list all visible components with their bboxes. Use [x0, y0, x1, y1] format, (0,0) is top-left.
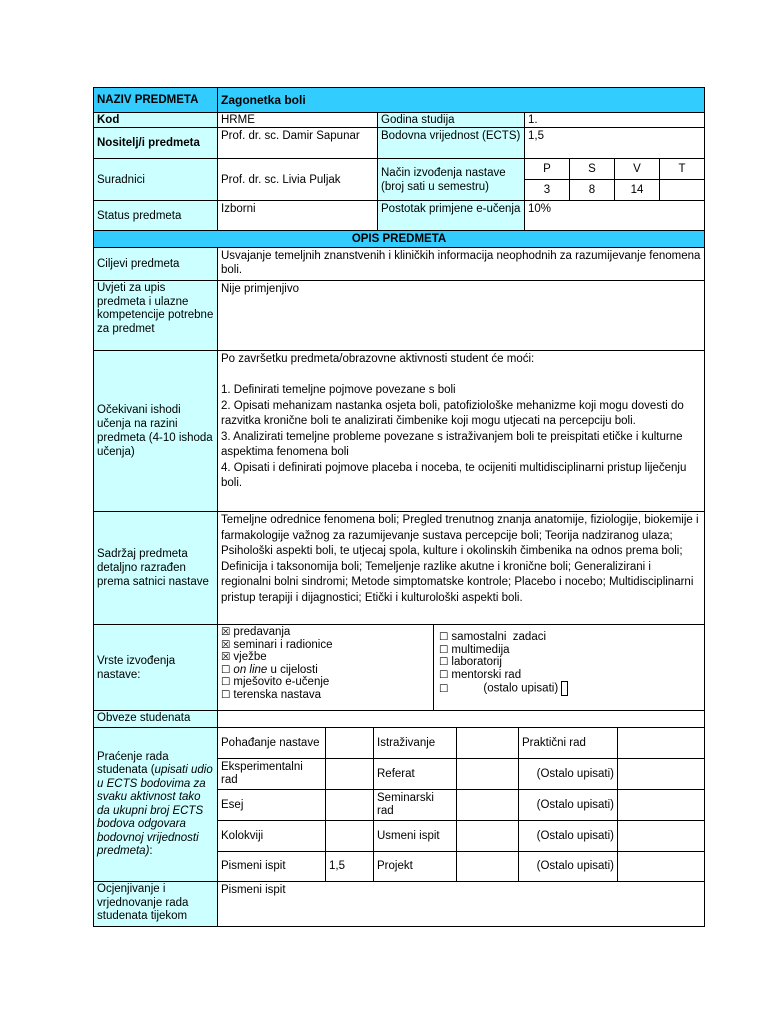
hours-header-v: V: [614, 159, 659, 179]
unchecked-box-icon[interactable]: ☐: [221, 663, 231, 676]
hours-header-s: S: [569, 159, 614, 179]
obligations-label: Obveze studenata: [94, 711, 217, 727]
lecturer-label: Nositelj/i predmeta: [94, 128, 217, 158]
prerequisites-row: [94, 280, 704, 350]
teaching-mode-label: Način izvođenja nastave (broj sati u semestru): [377, 159, 524, 200]
unchecked-box-icon[interactable]: ☐: [439, 668, 449, 681]
option-mentoring[interactable]: ☐ mentorski rad: [439, 668, 522, 681]
obligations-value: [217, 711, 704, 727]
tracking-row: [94, 727, 704, 881]
obligations-row: [94, 710, 704, 727]
elearning-value: 10%: [524, 201, 704, 230]
tracking-grid-row: Kolokviji Usmeni ispit (Ostalo upisati): [218, 820, 704, 851]
course-name-value: Zagonetka boli: [217, 88, 704, 112]
option-multimedia[interactable]: ☐ multimedija: [439, 643, 510, 656]
goals-value: Usvajanje temeljnih znanstvenih i kliničkih informacija neophodnih za razumijevanje fenomena boli.: [217, 248, 704, 280]
content-label: Sadržaj predmeta detaljno razrađen prema satnici nastave: [94, 512, 217, 624]
teaching-types-options: [217, 625, 704, 710]
teaching-types-row: [94, 624, 704, 710]
elearning-label: Postotak primjene e-učenja: [377, 201, 524, 230]
hours-value-t: [659, 180, 704, 200]
grading-label: Ocjenjivanje i vrjednovanje rada studenata tijekom: [94, 882, 217, 926]
lecturer-value: Prof. dr. sc. Damir Sapunar: [217, 128, 377, 158]
associates-value: Prof. dr. sc. Livia Puljak: [217, 159, 377, 200]
ects-value: 1,5: [524, 128, 704, 158]
hours-table: [524, 159, 704, 200]
hours-value-s: 8: [569, 180, 614, 200]
code-row: [94, 112, 704, 127]
associates-row: [94, 158, 704, 200]
tracking-grid-row: Pismeni ispit 1,5 Projekt (Ostalo upisati): [218, 851, 704, 881]
hours-value-v: 14: [614, 180, 659, 200]
goals-label: Ciljevi predmeta: [94, 248, 217, 280]
status-value: Izborni: [217, 201, 377, 230]
prerequisites-label: Uvjeti za upis predmeta i ulazne kompetencije potrebne za predmet: [94, 281, 217, 350]
option-field[interactable]: ☐ terenska nastava: [221, 688, 322, 701]
outcomes-label: Očekivani ishodi učenja na razini predmeta (4-10 ishoda učenja): [94, 351, 217, 511]
option-seminars[interactable]: ☒ seminari i radionice: [221, 638, 333, 651]
content-row: [94, 511, 704, 624]
associates-label: Suradnici: [94, 159, 217, 200]
description-title: OPIS PREDMETA: [94, 231, 704, 247]
code-label: Kod: [94, 113, 217, 127]
outcomes-value: Po završetku predmeta/obrazovne aktivnosti student će moći: 1. Definirati temeljne pojmove povezane s boli 2. Opisati mehanizam nastanka osjeta boli, patofiziološke mehanizme koji mogu dovesti do razvitka kronične boli te analizirati čimbenike koji mogu utjecati na percepciju boli. 3. Analizirati temeljne probleme povezane s istraživanjem boli te preispitati etičke i kulturne aspektima fenomena boli 4. Opisati i definirati pojmove placeba i noceba, te ocijeniti multidisciplinarni pristup liječenju boli.: [217, 351, 704, 511]
tracking-label: Praćenje rada studenata (upisati udio u ECTS bodovima za svaku aktivnost tako da ukupni broj ECTS bodova odgovara bodovnoj vrijednosti predmeta):: [94, 728, 217, 881]
status-row: [94, 200, 704, 230]
text-cursor-icon: [561, 681, 568, 696]
outcomes-row: [94, 350, 704, 511]
ects-label: Bodovna vrijednost (ECTS): [377, 128, 524, 158]
option-laboratory[interactable]: ☐ laboratorij: [439, 656, 502, 668]
option-blended[interactable]: ☐ mješovito e-učenje: [221, 676, 330, 688]
hours-header-t: T: [659, 159, 704, 179]
tracking-grid: [217, 728, 704, 881]
grading-value: Pismeni ispit: [217, 882, 704, 926]
option-independent[interactable]: ☐ samostalni zadaci: [439, 631, 547, 643]
study-year-value: 1.: [524, 113, 704, 127]
status-label: Status predmeta: [94, 201, 217, 230]
unchecked-box-icon[interactable]: ☐: [439, 631, 449, 643]
unchecked-box-icon[interactable]: ☐: [221, 676, 231, 688]
description-title-row: [94, 230, 704, 247]
teaching-types-label: Vrste izvođenja nastave:: [94, 625, 217, 710]
study-year-label: Godina studija: [377, 113, 524, 127]
goals-row: [94, 247, 704, 280]
option-other[interactable]: ☐ (ostalo upisati): [439, 681, 701, 696]
option-online[interactable]: ☐ on line u cijelosti: [221, 663, 318, 676]
checked-box-icon[interactable]: ☒: [221, 638, 231, 651]
teaching-types-left: [218, 625, 434, 710]
tracking-grid-row: Esej Seminarski rad (Ostalo upisati): [218, 789, 704, 820]
code-value: HRME: [217, 113, 377, 127]
grading-row: [94, 881, 704, 926]
unchecked-box-icon[interactable]: ☐: [439, 643, 449, 656]
checked-box-icon[interactable]: ☒: [221, 651, 231, 663]
unchecked-box-icon[interactable]: ☐: [221, 688, 231, 701]
course-name-label: NAZIV PREDMETA: [94, 88, 217, 112]
tracking-grid-row: Eksperimentalni rad Referat (Ostalo upisati): [218, 758, 704, 789]
unchecked-box-icon[interactable]: ☐: [439, 656, 449, 668]
hours-value-p: 3: [543, 184, 551, 196]
tracking-grid-row: Pohađanje nastave Istraživanje Praktični rad: [218, 728, 704, 758]
lecturer-row: [94, 127, 704, 158]
content-value: Temeljne odrednice fenomena boli; Pregled trenutnog znanja anatomije, fiziologije, biokemije i farmakologije važnog za razumijevanje sustava percepcije boli; Teorija nadziranog ulaza; Psihološki aspekti boli, te utjecaj spola, kulture i okolinskih čimbenika na odnos prema boli; Definicija i taksonomija boli; Temeljenje razlike akutne i kronične boli; Generalizirani i regionalni bolni sindromi; Metode simptomatske kontrole; Placebo i nocebo; Multidisciplinarni pristup terapiji i dijagnostici; Etički i kulturološki aspekti boli.: [217, 512, 704, 624]
option-lectures[interactable]: ☒ predavanja: [221, 626, 291, 638]
hours-header-p: P: [543, 163, 551, 175]
teaching-types-right: [434, 625, 704, 710]
option-exercises[interactable]: ☒ vježbe: [221, 651, 267, 663]
header-row: [94, 88, 704, 112]
checked-box-icon[interactable]: ☒: [221, 626, 231, 638]
unchecked-box-icon[interactable]: ☐: [439, 682, 449, 695]
course-table: [93, 87, 705, 927]
prerequisites-value: Nije primjenjivo: [217, 281, 704, 350]
